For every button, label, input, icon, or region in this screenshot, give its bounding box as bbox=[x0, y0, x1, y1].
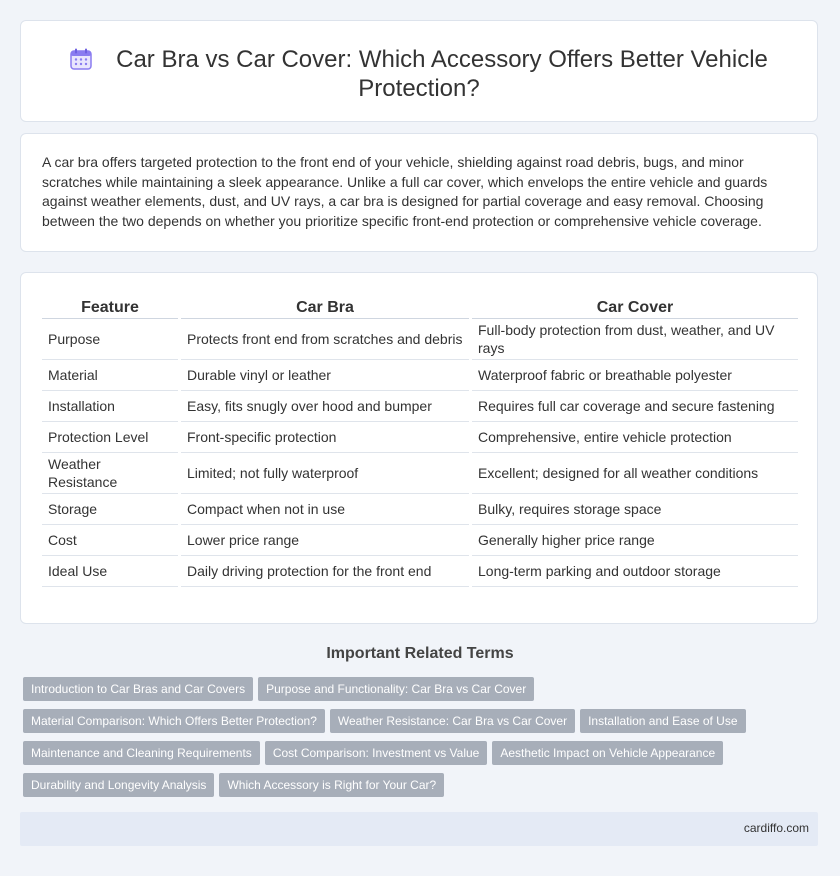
table-cell-car-cover: Bulky, requires storage space bbox=[471, 494, 799, 525]
tag-row bbox=[23, 741, 823, 765]
tag-row bbox=[23, 709, 823, 733]
table-row bbox=[42, 319, 798, 360]
table-cell-car-bra: Daily driving protection for the front end bbox=[180, 556, 471, 587]
table-cell-feature: Installation bbox=[42, 391, 180, 422]
table-cell-feature: Weather Resistance bbox=[42, 453, 180, 494]
table-row bbox=[42, 391, 798, 422]
table-cell-car-bra: Durable vinyl or leather bbox=[180, 360, 471, 391]
table-cell-feature: Protection Level bbox=[42, 422, 180, 453]
table-cell-car-cover: Generally higher price range bbox=[471, 525, 799, 556]
table-cell-car-cover: Long-term parking and outdoor storage bbox=[471, 556, 799, 587]
table-cell-car-cover: Waterproof fabric or breathable polyester bbox=[471, 360, 799, 391]
intro-card bbox=[20, 133, 818, 252]
intro-paragraph: A car bra offers targeted protection to the front end of your vehicle, shielding against road debris, bugs, and minor scratches while maintaining a sleek appearance. Unlike a full car cover, which envelops the entire vehicle and guards against weather elements, dust, and UV rays, a car bra is designed for partial coverage and easy removal. Choosing between the two depends on whether you prioritize specific front-end protection or comprehensive vehicle coverage. bbox=[42, 154, 768, 229]
table-cell-car-cover: Excellent; designed for all weather conditions bbox=[471, 453, 799, 494]
table-row bbox=[42, 453, 798, 494]
table-row bbox=[42, 525, 798, 556]
table-row bbox=[42, 556, 798, 587]
related-term-tag[interactable]: Weather Resistance: Car Bra vs Car Cover bbox=[330, 709, 575, 733]
title-wrap bbox=[21, 45, 817, 103]
table-cell-car-bra: Lower price range bbox=[180, 525, 471, 556]
related-terms-title: Important Related Terms bbox=[326, 645, 514, 662]
table-cell-car-cover: Requires full car coverage and secure fastening bbox=[471, 391, 799, 422]
table-cell-feature: Cost bbox=[42, 525, 180, 556]
header-car-bra: Car Bra bbox=[180, 297, 471, 319]
table-row bbox=[42, 422, 798, 453]
table-cell-feature: Purpose bbox=[42, 319, 180, 360]
related-term-tag[interactable]: Material Comparison: Which Offers Better Protection? bbox=[23, 709, 325, 733]
footer-site-link[interactable]: cardiffo.com bbox=[743, 821, 809, 835]
tag-row bbox=[23, 677, 823, 701]
table-cell-car-bra: Protects front end from scratches and debris bbox=[180, 319, 471, 360]
related-term-tag[interactable]: Aesthetic Impact on Vehicle Appearance bbox=[492, 741, 723, 765]
table-cell-feature: Storage bbox=[42, 494, 180, 525]
table-cell-feature: Ideal Use bbox=[42, 556, 180, 587]
header-car-cover: Car Cover bbox=[471, 297, 799, 319]
comparison-card bbox=[20, 272, 818, 624]
table-header-row bbox=[42, 297, 798, 319]
related-term-tag[interactable]: Maintenance and Cleaning Requirements bbox=[23, 741, 260, 765]
table-cell-car-bra: Easy, fits snugly over hood and bumper bbox=[180, 391, 471, 422]
related-term-tag[interactable]: Cost Comparison: Investment vs Value bbox=[265, 741, 488, 765]
table-cell-car-bra: Limited; not fully waterproof bbox=[180, 453, 471, 494]
table-cell-car-bra: Compact when not in use bbox=[180, 494, 471, 525]
calendar-icon bbox=[70, 48, 92, 70]
related-term-tag[interactable]: Introduction to Car Bras and Car Covers bbox=[23, 677, 253, 701]
page-title: Car Bra vs Car Cover: Which Accessory Offers Better Vehicle Protection? bbox=[116, 46, 768, 102]
header-feature: Feature bbox=[42, 297, 180, 319]
related-term-tag[interactable]: Durability and Longevity Analysis bbox=[23, 773, 214, 797]
table-cell-car-cover: Full-body protection from dust, weather, and UV rays bbox=[471, 319, 799, 360]
table-row bbox=[42, 494, 798, 525]
tag-row bbox=[23, 773, 823, 797]
comparison-table bbox=[42, 297, 798, 587]
related-term-tag[interactable]: Purpose and Functionality: Car Bra vs Car Cover bbox=[258, 677, 534, 701]
table-cell-feature: Material bbox=[42, 360, 180, 391]
related-term-tag[interactable]: Which Accessory is Right for Your Car? bbox=[219, 773, 444, 797]
related-term-tag[interactable]: Installation and Ease of Use bbox=[580, 709, 745, 733]
table-cell-car-bra: Front-specific protection bbox=[180, 422, 471, 453]
footer bbox=[20, 812, 818, 846]
table-cell-car-cover: Comprehensive, entire vehicle protection bbox=[471, 422, 799, 453]
related-terms-list bbox=[23, 677, 823, 805]
title-card bbox=[20, 20, 818, 122]
table-row bbox=[42, 360, 798, 391]
